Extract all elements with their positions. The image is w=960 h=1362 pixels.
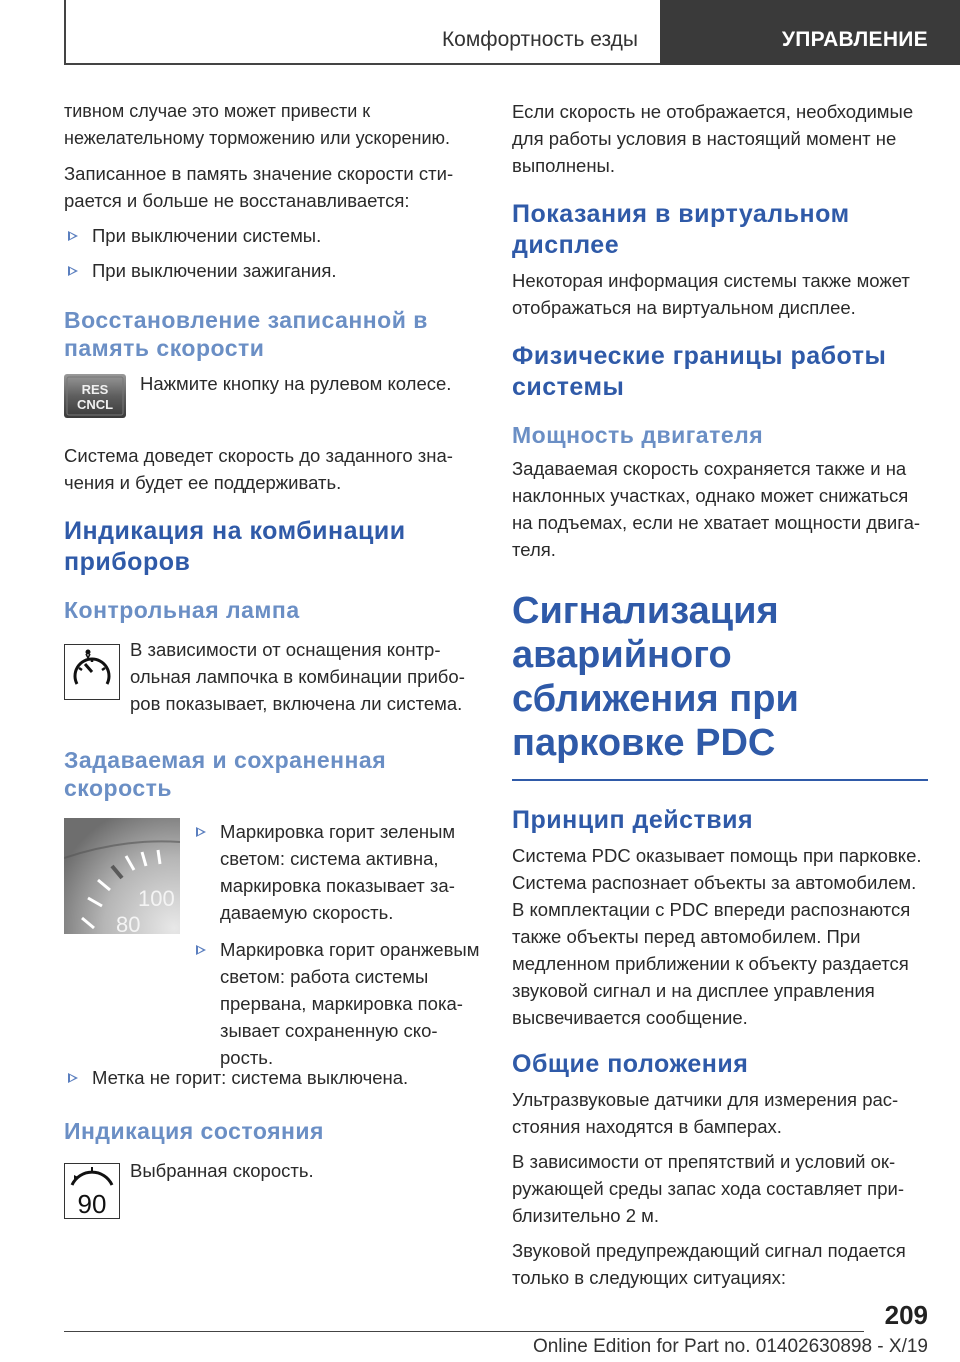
paragraph: тивном случае это может привести к нежелательному торможению или ускорению. (64, 101, 450, 148)
left-column (64, 98, 482, 1217)
page-number: 209 (884, 1300, 928, 1330)
paragraph: Задаваемая скорость сохраняется также и на наклонных участках, однако может снижаться на подъемах, если не хватает мощности двигателя. (512, 458, 921, 560)
bullet-item: Маркировка горит оранжевым светом: работа системы прервана, маркировка показывает сохраненную скорость. (192, 936, 482, 1071)
paragraph: Система доведет скорость до заданного значения и будет ее поддерживать. (64, 445, 453, 493)
set-speed-status-icon (64, 1163, 120, 1224)
heading-operating-principle: Принцип действия (512, 806, 754, 834)
bullet-item: Метка не горит: система выключена. (64, 1064, 482, 1091)
bullet-item: При выключении зажигания. (64, 257, 482, 284)
paragraph: В зависимости от препятствий и условий окружающей среды запас хода составляет приблизительно 2 м. (512, 1151, 904, 1226)
paragraph: Записанное в память значение скорости стирается и больше не восстанавливается: (64, 163, 454, 211)
heading-indicator-lamp: Контрольная лампа (64, 597, 300, 623)
right-column (512, 98, 928, 1291)
paragraph: Некоторая информация системы также может отображаться на виртуальном дисплее. (512, 270, 910, 318)
triangle-bullet-icon (68, 266, 78, 276)
svg-text:80: 80 (116, 912, 141, 934)
svg-text:CNCL: CNCL (76, 397, 114, 412)
heading-cluster-display: Индикация на комбинации приборов (64, 517, 406, 576)
footer-line (64, 1331, 864, 1332)
status-row (64, 1157, 482, 1217)
heading-pdc: Сигнализация аварийного сближения при парковке PDC (512, 590, 799, 764)
speedometer-gauge-icon (64, 818, 180, 939)
header-chapter-title: Комфортность езды (441, 28, 638, 51)
svg-text:100: 100 (138, 886, 175, 911)
set-speed-row (64, 820, 482, 1068)
set-speed-bullets (192, 818, 482, 1071)
header-bottom-line (64, 63, 660, 65)
triangle-bullet-icon (68, 231, 78, 241)
heading-restore-speed: Восстановление записанной в память скорости (64, 307, 428, 361)
triangle-bullet-icon (196, 945, 206, 955)
res-cncl-button-icon (64, 374, 126, 423)
paragraph: В зависимости от оснащения контрольная лампочка в комбинации приборов показывает, включена ли система. (130, 639, 465, 714)
triangle-bullet-icon (68, 1073, 78, 1083)
paragraph: Нажмите кнопку на рулевом колесе. (140, 373, 452, 394)
cruise-control-lamp-icon (64, 644, 120, 705)
heading-general-info: Общие положения (512, 1050, 749, 1078)
svg-text:RES: RES (81, 382, 109, 397)
heading-set-speed: Задаваемая и сохраненная скорость (64, 747, 387, 801)
svg-text:90: 90 (77, 1189, 107, 1219)
bullet-item: Маркировка горит зеленым светом: система активна, маркировка показывает задаваемую скорость. (192, 818, 482, 926)
paragraph: Если скорость не отображается, необходимые для работы условия в настоящий момент не выполнены. (512, 101, 914, 176)
footer-edition: Online Edition for Part no. 01402630898 - X/19 (532, 1336, 928, 1357)
paragraph: Система PDC оказывает помощь при парковке. Система распознает объекты за автомобилем. В комплектации с PDC впереди распознаются также объекты перед автомобилем. При медленном приближении к объекту раздается звуковой сигнал и на дисплее управления высвечивается сообщение. (512, 845, 922, 1028)
paragraph: Ультразвуковые датчики для измерения расстояния находятся в бамперах. (512, 1089, 899, 1137)
bullet-item: При выключении системы. (64, 222, 482, 249)
lamp-row (64, 636, 482, 720)
triangle-bullet-icon (196, 827, 206, 837)
heading-status-display: Индикация состояния (64, 1118, 324, 1144)
res-button-row (64, 372, 482, 424)
heading-physical-limits: Физические границы работы системы (512, 342, 887, 401)
heading-virtual-display: Показания в виртуальном дисплее (512, 200, 850, 259)
heading-engine-power: Мощность двигателя (512, 422, 764, 448)
section-rule (512, 779, 928, 781)
paragraph: Звуковой предупреждающий сигнал подается только в следующих ситуациях: (512, 1240, 906, 1288)
paragraph: Выбранная скорость. (130, 1160, 314, 1181)
header-section-title: УПРАВЛЕНИЕ (781, 28, 928, 51)
